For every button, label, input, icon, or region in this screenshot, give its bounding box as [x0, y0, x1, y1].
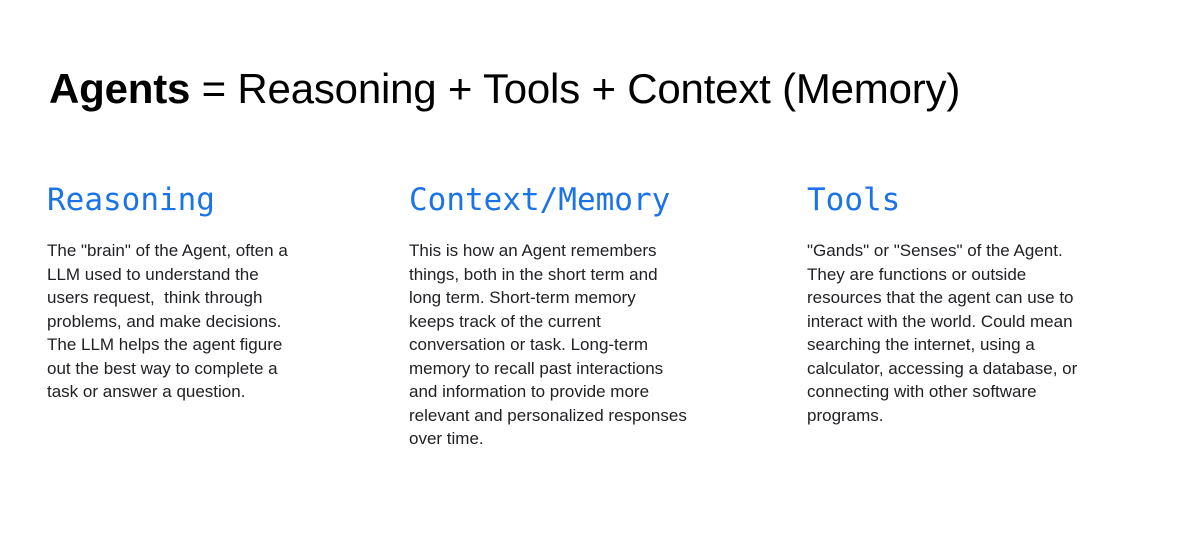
reasoning-heading: Reasoning: [47, 182, 215, 218]
text-line: memory to recall past interactions: [409, 358, 664, 378]
title-equation: = Reasoning + Tools + Context (Memory): [190, 65, 961, 112]
reasoning-description: [47, 239, 347, 404]
text-line: The LLM helps the agent figure: [47, 335, 283, 354]
text-line: searching the internet, using a: [807, 335, 1035, 354]
text-line: This is how an Agent remembers: [409, 241, 657, 260]
text-line: interact with the world. Could mean: [807, 311, 1073, 331]
text-line: relevant and personalized responses: [409, 405, 687, 425]
text-line: out the best way to complete a: [47, 358, 278, 378]
text-line: LLM used to understand the: [47, 264, 259, 284]
text-line: resources that the agent can use to: [807, 288, 1074, 307]
text-line: keeps track of the current: [409, 311, 601, 331]
title-bold-term: Agents: [49, 65, 191, 112]
text-line: long term. Short-term memory: [409, 288, 636, 307]
text-line: over time.: [409, 429, 484, 448]
context-memory-heading: Context/Memory: [409, 182, 671, 218]
text-line: They are functions or outside: [807, 264, 1027, 284]
text-line: conversation or task. Long-term: [409, 335, 649, 354]
text-line: and information to provide more: [409, 382, 650, 401]
context-memory-description: [409, 239, 719, 451]
text-line: connecting with other software: [807, 382, 1037, 401]
slide-title: [49, 62, 960, 116]
text-line: calculator, accessing a database, or: [807, 358, 1078, 378]
text-line: problems, and make decisions.: [47, 311, 282, 331]
text-line: things, both in the short term and: [409, 264, 658, 284]
text-line: "Gands" or "Senses" of the Agent.: [807, 241, 1063, 260]
reasoning-column: [47, 180, 347, 404]
text-line: programs.: [807, 405, 884, 425]
text-line: task or answer a question.: [47, 382, 246, 401]
tools-heading: Tools: [807, 182, 901, 218]
tools-column: [807, 180, 1107, 427]
tools-description: [807, 239, 1107, 427]
text-line: users request, think through: [47, 288, 263, 307]
context-memory-column: [409, 180, 719, 451]
text-line: The "brain" of the Agent, often a: [47, 241, 288, 260]
